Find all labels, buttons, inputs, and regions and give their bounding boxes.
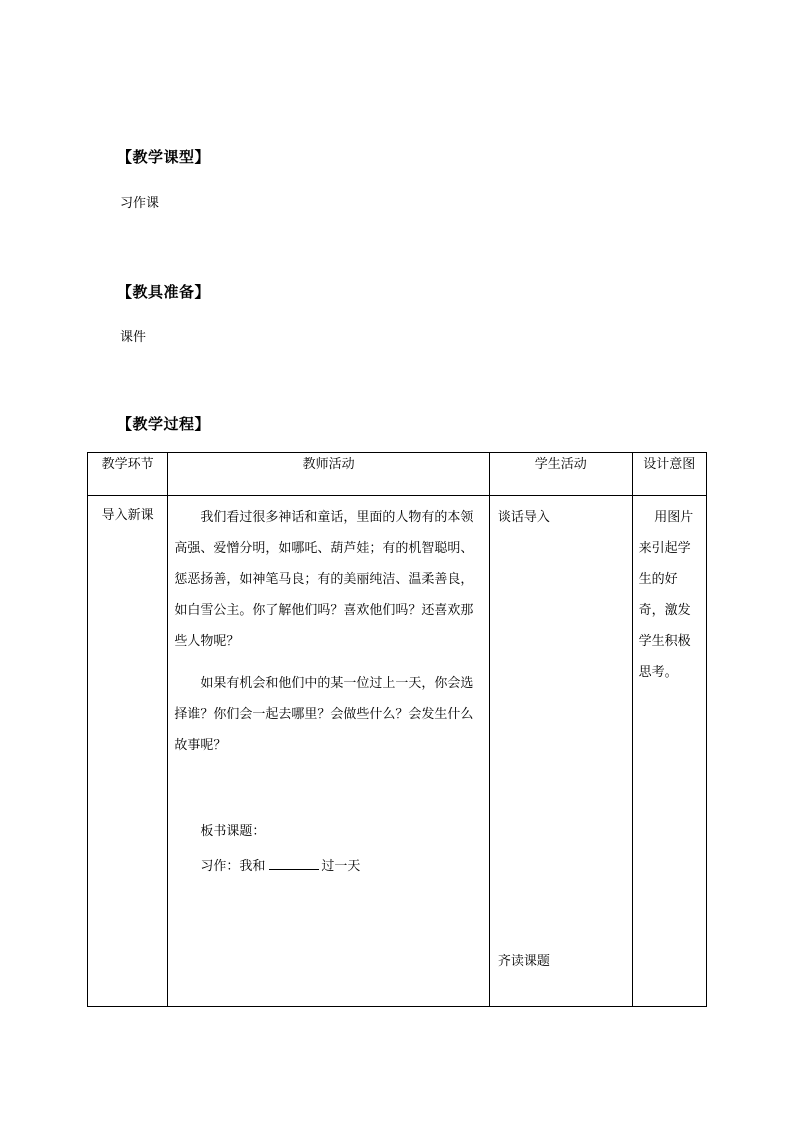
teacher-activity-cell bbox=[168, 496, 490, 1007]
header-design-intent: 设计意图 bbox=[632, 453, 706, 496]
section-heading-lesson-type: 【教学课型】 bbox=[117, 148, 211, 166]
student-activity-cell bbox=[489, 496, 632, 1007]
board-title-line bbox=[174, 851, 483, 882]
table-row bbox=[88, 496, 707, 1007]
teacher-paragraph-1: 我们看过很多神话和童话，里面的人物有的本领高强、爱憎分明，如哪吒、葫芦娃；有的机智聪明、惩恶扬善，如神笔马良；有的美丽纯洁、温柔善良，如白雪公主。你了解他们吗？喜欢他们吗？还喜欢那些人物呢？ bbox=[174, 510, 474, 649]
lesson-type-text: 习作课 bbox=[120, 196, 160, 211]
table-header-row bbox=[88, 453, 707, 496]
section-heading-process: 【教学过程】 bbox=[117, 415, 211, 433]
board-title-label: 板书课题： bbox=[200, 824, 266, 839]
design-intent-text: 用图片来引起学生的好奇，激发学生积极思考。 bbox=[638, 510, 694, 680]
fill-in-blank bbox=[269, 856, 319, 870]
header-student-activity: 学生活动 bbox=[489, 453, 632, 496]
board-title-prefix: 习作：我和 bbox=[200, 859, 266, 874]
section-heading-materials: 【教具准备】 bbox=[117, 283, 211, 301]
materials-text: 课件 bbox=[120, 330, 147, 345]
header-stage: 教学环节 bbox=[88, 453, 168, 496]
board-title-suffix: 过一天 bbox=[321, 859, 361, 874]
student-activity-2: 齐读课题 bbox=[497, 954, 550, 969]
teacher-paragraph-2: 如果有机会和他们中的某一位过上一天，你会选择谁？你们会一起去哪里？会做些什么？会发生什么故事呢？ bbox=[174, 676, 474, 753]
lesson-process-table bbox=[87, 452, 707, 1007]
student-activity-1: 谈话导入 bbox=[497, 510, 550, 525]
header-teacher-activity: 教师活动 bbox=[168, 453, 490, 496]
stage-cell: 导入新课 bbox=[88, 496, 168, 1007]
design-intent-cell bbox=[632, 496, 706, 1007]
